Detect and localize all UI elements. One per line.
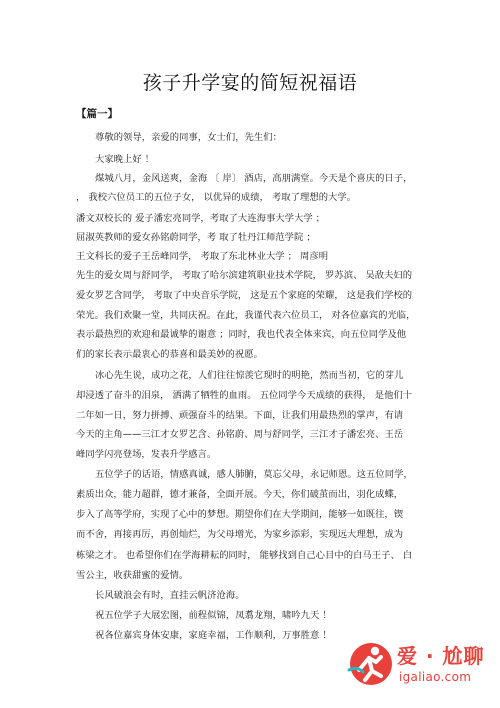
watermark-url: igaliao.com — [399, 670, 472, 684]
paragraph-line: 王文科长的爱子王岳峰同学， 考取了东北林业大学 ； 周彦明 — [76, 251, 329, 262]
paragraph-line: 二年如一日，努力拼搏、顽强奋斗的结果。下面，让我们用最热烈的掌声，有请 — [76, 410, 404, 421]
paragraph-line: 长风破浪会有时，直挂云帆济沧海。 — [95, 590, 245, 601]
paragraph-line: 表示最热烈的欢迎和最诚挚的谢意 ；同时，我也代表全体来宾，向五位同学及他 — [76, 329, 407, 340]
paragraph-line: 却浸透了奋斗的泪泉， 洒满了牺牲的血雨。 五位同学今天成绩的获得， 是他们十 — [76, 390, 413, 401]
paragraph-line: 栋梁之才。 也希望你们在学海耕耘的同时， 能够找到自己心目中的白马王子、 白 — [76, 550, 413, 561]
paragraph-line: 冰心先生说，成功之花，人们往往惊羡它现时的明艳，然而当初，它的芽儿 — [95, 370, 404, 381]
paragraph-line: ， 我校六位员工的五位子女， 以优异的成绩， 考取了理想的大学。 — [76, 192, 357, 203]
paragraph-line: 先生的爱女周与舒同学， 考取了哈尔滨建筑职业技术学院， 罗苏滨、 吴敌夫妇的 — [76, 270, 413, 281]
runner-logo-icon — [345, 640, 393, 688]
paragraph-line: 爱女罗艺含同学， 考取了中央音乐学院， 这是五个家庭的荣耀， 这是我们学校的 — [76, 290, 413, 301]
paragraph-line: 今天的主角——三江才女罗艺含、孙铭蔚、周与舒同学，三江才子潘宏亮、王岳 — [76, 429, 404, 440]
document-title: 孩子升学宴的简短祝福语 — [142, 72, 358, 94]
paragraph-line: 素质出众，能力超群，德才兼备，全面开展。今天，你们破茧而出，羽化成蝶， — [76, 489, 404, 500]
paragraph-line: 祝各位嘉宾身体安康，家庭幸福，工作顺利，万事胜意 ！ — [95, 630, 332, 641]
paragraph-line: 雪公主，收获甜蜜的爱情。 — [76, 570, 189, 581]
paragraph-line: 祝五位学子大展宏图，前程似锦，凤翥龙翔，啸吟九天 ！ — [95, 610, 332, 621]
paragraph-line: 峰同学闪亮登场，发表升学感言。 — [76, 449, 217, 460]
section-label: 【篇一】 — [76, 108, 118, 120]
paragraph-line: 们的家长表示最衷心的恭喜和最美妙的祝愿。 — [76, 349, 263, 360]
paragraph-line: 屈淑英教师的爱女孙铭蔚同学，考 取了牡丹江师范学院 ； — [76, 232, 316, 243]
paragraph-line: 步入了高等学府，实现了心中的梦想。期望你们在大学期间，能够一如既往，锲 — [76, 509, 404, 520]
watermark-brand-text: 爱 · 尬聊 — [397, 644, 485, 668]
paragraph-line: 煤城八月，金风送爽，金海 〔 岸〕 酒店，高朋满堂。今天是个喜庆的日子， — [95, 173, 413, 184]
paragraph-line: 荣光。我们欢聚一堂，共同庆祝。在此，我谨代表六位员工， 对各位嘉宾的光临， — [76, 310, 416, 321]
paragraph-line: 而不舍，再接再厉，再创灿烂，为父母增光，为家乡添彩，实现远大理想，成为 — [76, 529, 404, 540]
paragraph-line: 五位学子的话语，情感真诚，感人肺腑，莫忘父母，永记师恩。这五位同学， — [95, 469, 413, 480]
paragraph-line: 尊敬的领导，亲爱的同事，女士们，先生们： — [95, 132, 282, 143]
paragraph-line: 潘文双校长的 爱子潘宏亮同学，考取了大连海事大学大学 ； — [76, 213, 326, 224]
paragraph-line: 大家晚上好 ！ — [95, 154, 155, 165]
watermark-logo — [345, 640, 495, 700]
